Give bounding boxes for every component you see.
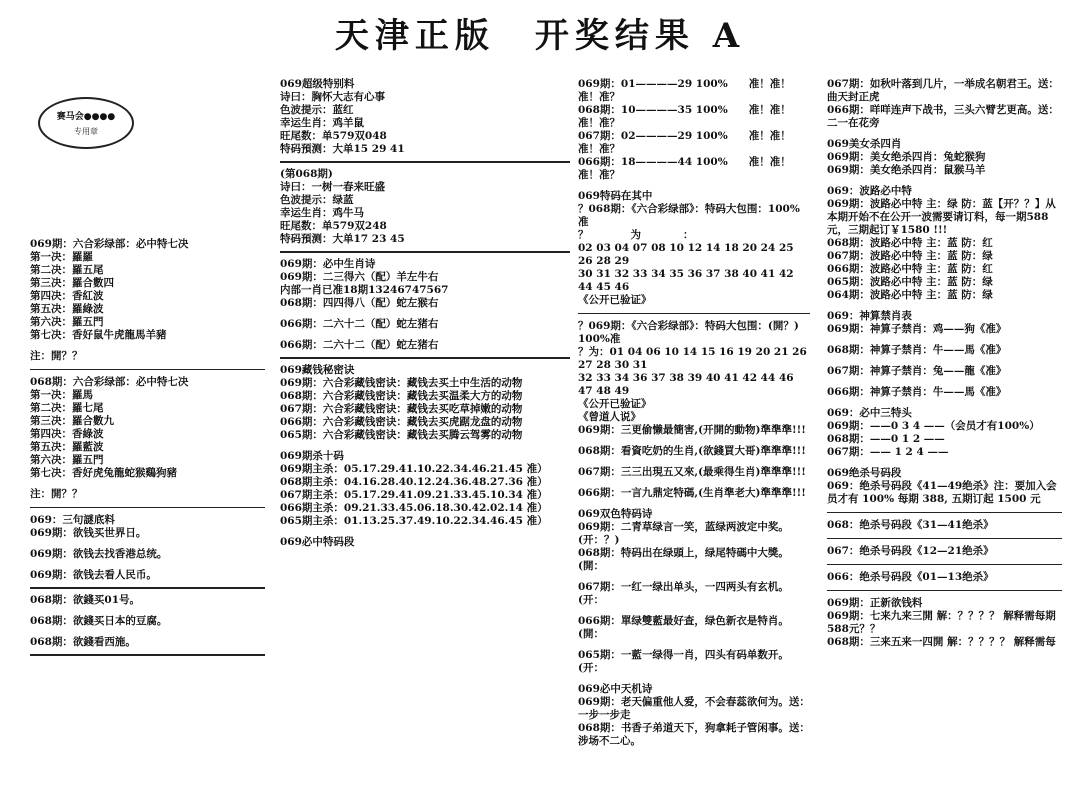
text-line: 066期：波路必中特 主：蓝 防：红 [827,263,993,275]
text-line: 069：绝杀号码段《41—49绝杀》注：要加入会员才有 100% 每期 388, 五期订起 1500 元 [827,480,1057,505]
spacer [280,442,570,450]
divider [30,507,265,508]
text-line: 第六决：羅五門 [30,454,104,466]
spacer [578,458,810,466]
text-line: 色波提示：绿蓝 [280,194,354,206]
text-line: 30 31 32 33 34 35 36 37 38 40 41 42 44 45 46 [578,268,794,293]
page-title: 天津正版 开奖结果 A [334,16,746,56]
column-2 [280,78,570,549]
divider [30,654,265,656]
text-line: 068期：10————35 100% 准！准！准！准？ [578,104,791,129]
text-line: ？068期：《六合彩绿部》：特码大包围：100%准 [578,203,800,228]
divider [578,313,810,314]
spacer [827,302,1062,310]
column-3 [578,78,810,748]
spacer [280,528,570,536]
text-line: 注：開？？ [30,488,83,500]
text-line: 069期：欲钱去看人民币。 [30,569,157,581]
text-line: 第三决：羅合數九 [30,415,114,427]
spacer [280,310,570,318]
text-line: 068期：六合彩藏钱密诀：藏钱去买温柔大方的动物 [280,390,523,402]
spacer [30,628,265,636]
text-line: 066期：二六十二（配）蛇左猪右 [280,339,439,351]
text-line: 《公开已验证》 [578,398,652,410]
text-line: 069期：二三得六（配）羊左牛右 [280,271,439,283]
text-line: 069期：二青草绿言一笑，蓝绿两波定中奖。(开：？) [578,521,789,546]
stamp-subtext: 专用章 [74,127,98,136]
text-line: 诗曰：一树一春来旺盛 [280,181,385,193]
text-line: 067期主杀：05.17.29.41.09.21.33.45.10.34 准） [280,489,548,501]
spacer [578,437,810,445]
text-line: 第一决：羅羅 [30,251,93,263]
text-line: 066期：一言九鼎定特碼,(生肖準老大)準準準!!! [578,487,806,499]
text-line: 069藏钱秘密诀 [280,364,355,376]
text-line: 内部一肖已准18期13246747567 [280,284,449,296]
text-line: 067：绝杀号码段《12—21绝杀》 [827,545,994,557]
text-line: 065期：波路必中特 主：蓝 防：绿 [827,276,993,288]
spacer [30,480,265,488]
divider [280,357,570,359]
text-line: 第二决：羅七尾 [30,402,104,414]
text-line: 068期：——0 1 2 —— [827,433,945,445]
text-line: 特码預测：大单17 23 45 [280,233,405,245]
text-line: 第七决：香好虎兔龍蛇猴鷄狗豬 [30,467,177,479]
text-line: 069期：神算子禁肖：鸡——狗《准》 [827,323,1007,335]
text-line: 069期：老天偏重他人爱，不会春蕊欲何为。送：一步一步走 [578,696,810,721]
text-line: 幸运生肖：鸡羊鼠 [280,117,364,129]
text-line: 065期：一藍一绿得一肖，四头有码单数开。(开： [578,649,789,674]
column-4 [827,78,1062,649]
text-line: 065期主杀：01.13.25.37.49.10.22.34.46.45 准） [280,515,548,527]
text-line: 特码預测：大单15 29 41 [280,143,405,155]
text-line: 069期：六合彩藏钱密诀：藏钱去买土中生活的动物 [280,377,523,389]
text-line: 068期：书香子弟道天下，狗拿耗子管闲事。送：涉场不二心。 [578,722,810,747]
text-line: 《公开已验证》 [578,294,652,306]
text-line: 069：三句謎底料 [30,514,115,526]
text-line: 第二决：羅五尾 [30,264,104,276]
text-line: 069：波路必中特 [827,185,912,197]
text-line: 068期：神算子禁肖：牛——馬《准》 [827,344,1007,356]
divider [280,161,570,163]
text-line: 069期：六合彩绿部：必中特七决 [30,238,189,250]
text-line: 069期主杀：05.17.29.41.10.22.34.46.21.45 准） [280,463,548,475]
text-line: 066期主杀：09.21.33.45.06.18.30.42.02.14 准） [280,502,548,514]
text-line: 066期：六合彩藏钱密诀：藏钱去买虎踞龙盘的动物 [280,416,523,428]
text-line: 069期：欲钱买世界日。 [30,527,147,539]
text-line: 069期：正新欲钱料 [827,597,923,609]
text-line: 068期：欲錢买日本的豆腐。 [30,615,168,627]
text-line: 第四决：香紅波 [30,290,104,302]
spacer [578,675,810,683]
column-1 [30,238,265,661]
text-line: 066期：單绿雙藍最好查，绿色新衣是特肖。(開： [578,615,789,640]
text-line: 069期：三更偷懒最簡害,(开開的動物)準準準!!! [578,424,806,436]
text-line: 065期：六合彩藏钱密诀：藏钱去买腾云驾雾的动物 [280,429,523,441]
text-line: 注：開？？ [30,350,83,362]
text-line: 069期：——0 3 4 ——（会员才有100%） [827,420,1040,432]
text-line: 069期：必中生肖诗 [280,258,376,270]
text-line: 068期：欲錢买01号。 [30,594,141,606]
text-line: (第068期) [280,168,333,180]
text-line: ？为：01 04 06 10 14 15 16 19 20 21 26 27 28 30 31 [578,346,807,371]
spacer [30,607,265,615]
text-line: 069超级特别料 [280,78,355,90]
text-line: 069双色特码诗 [578,508,653,520]
text-line: ？069期：《六合彩绿部》：特码大包围：(開？) 100%准 [578,320,799,345]
spacer [30,540,265,548]
text-line: 第一决：羅馬 [30,389,93,401]
spacer [827,336,1062,344]
divider [30,369,265,370]
text-line: 069期：欲钱去找香港总统。 [30,548,168,560]
text-line: 067期：如秋叶落到几片，一举成名朝君王。送：曲天封正虎 [827,78,1059,103]
spacer [827,177,1062,185]
text-line: 《曾道人说》 [578,411,641,423]
text-line: 066期：神算子禁肖：牛——馬《准》 [827,386,1007,398]
spacer [280,331,570,339]
text-line: 068期：三来五来一四開 解：？？？？ 解释需每 [827,636,1056,648]
text-line: 旺尾数：单579双048 [280,130,387,142]
text-line: 069必中特码段 [280,536,355,548]
text-line: 第三决：羅合數四 [30,277,114,289]
spacer [578,479,810,487]
text-line: 069期：波路必中特 主：绿 防：蓝【开？？】从本期开始不在公开一波需要请订料，每一期588元，三期起订￥1580 !!! [827,198,1056,236]
text-line: 067期：神算子禁肖：兔——龍《准》 [827,365,1007,377]
text-line: 旺尾数：单579双248 [280,220,387,232]
text-line: 068期：特码出在绿頭上，绿尾特碼中大獎。(開： [578,547,789,572]
spacer [578,573,810,581]
text-line: 069期：美女绝杀四肖：鼠猴马羊 [827,164,986,176]
text-line: 067期：六合彩藏钱密诀：藏钱去买吃草掉嫩的动物 [280,403,523,415]
text-line: 第四决：香綠波 [30,428,104,440]
divider [280,251,570,253]
divider [827,564,1062,565]
text-line: 069期：01————29 100% 准！准！准！准？ [578,78,791,103]
text-line: 066期：18————44 100% 准！准！准！准？ [578,156,791,181]
stamp-text: 赛马会●●●● [56,112,116,122]
text-line: 064期：波路必中特 主：蓝 防：绿 [827,289,993,301]
spacer [827,130,1062,138]
spacer [30,342,265,350]
spacer [578,500,810,508]
spacer [827,378,1062,386]
text-line: 067期：—— 1 2 4 —— [827,446,949,458]
text-line: 069：必中三特头 [827,407,912,419]
text-line: 066：绝杀号码段《01—13绝杀》 [827,571,994,583]
text-line: 第五决：羅藍波 [30,441,104,453]
spacer [578,641,810,649]
spacer [578,182,810,190]
text-line: 068期：欲錢看西施。 [30,636,136,648]
text-line: 068期主杀：04.16.28.40.12.24.36.48.27.36 准） [280,476,548,488]
text-line: 067期：一红一绿出单头，一四两头有玄机。(开： [578,581,789,606]
text-line: 第六决：羅五門 [30,316,104,328]
text-line: 068期：波路必中特 主：蓝 防：红 [827,237,993,249]
text-line: 067期：波路必中特 主：蓝 防：绿 [827,250,993,262]
divider [827,590,1062,591]
text-line: 069美女杀四肖 [827,138,902,150]
text-line: 068期：四四得八（配）蛇左猴右 [280,297,439,309]
text-line: 067期：02————29 100% 准！准！准！准？ [578,130,791,155]
text-line: 色波提示：蓝红 [280,104,354,116]
text-line: 069：神算禁肖表 [827,310,912,322]
text-line: 068期：看資吃奶的生肖,(欲錢買大哥)準準準!!! [578,445,806,457]
text-line: 068期：六合彩绿部：必中特七决 [30,376,189,388]
text-line: 069期：七来九来三開 解：？？？？ 解释需每期588元？？ [827,610,1056,635]
spacer [827,357,1062,365]
spacer [30,561,265,569]
text-line: 069期：美女绝杀四肖：兔蛇猴狗 [827,151,986,163]
spacer [827,399,1062,407]
text-line: 069期杀十码 [280,450,344,462]
text-line: 02 03 04 07 08 10 12 14 18 20 24 25 26 28 29 [578,242,794,267]
text-line: 067期：三三出現五又來,(最乘得生肖)準準準!!! [578,466,806,478]
divider [827,512,1062,513]
divider [30,587,265,589]
text-line: 069必中天机诗 [578,683,653,695]
official-stamp [38,97,134,149]
text-line: 066期：咩咩连声下战书，三头六臂艺更高。送：二一在花旁 [827,104,1059,129]
text-line: 069特码在其中 [578,190,653,202]
text-line: ？ 为 ： [578,229,694,241]
text-line: 066期：二六十二（配）蛇左猪右 [280,318,439,330]
spacer [578,607,810,615]
text-line: 幸运生肖：鸡牛马 [280,207,364,219]
text-line: 32 33 34 36 37 38 39 40 41 42 44 46 47 48 49 [578,372,794,397]
text-line: 第五决：羅綠波 [30,303,104,315]
divider [827,538,1062,539]
text-line: 第七决：香好鼠牛虎龍馬羊豬 [30,329,167,341]
text-line: 诗曰：胸怀大志有心事 [280,91,385,103]
spacer [827,459,1062,467]
text-line: 068：绝杀号码段《31—41绝杀》 [827,519,994,531]
text-line: 069绝杀号码段 [827,467,902,479]
